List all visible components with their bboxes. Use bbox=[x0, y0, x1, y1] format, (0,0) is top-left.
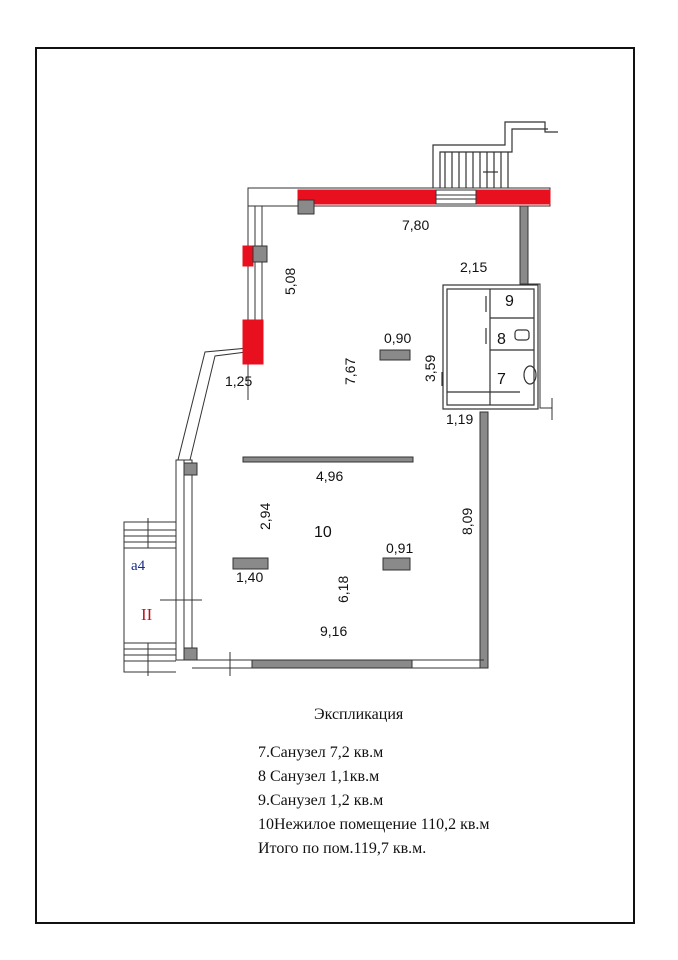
dim-bottom-wall: 9,16 bbox=[320, 623, 348, 639]
room-7-label: 7 bbox=[497, 371, 506, 388]
column-lower-right bbox=[383, 558, 410, 570]
dim-left-upper-wall: 5,08 bbox=[282, 267, 298, 295]
dim-left-step: 1,25 bbox=[225, 373, 253, 389]
dim-mid-partition: 4,96 bbox=[316, 468, 344, 484]
dim-right-wall: 8,09 bbox=[459, 507, 475, 535]
bottom-wall bbox=[192, 652, 484, 676]
demolished-wall-left-small bbox=[243, 246, 253, 266]
top-staircase bbox=[433, 122, 558, 190]
explication-line-7: 7.Санузел 7,2 кв.м bbox=[258, 744, 384, 761]
dim-bathroom-height: 3,59 bbox=[422, 354, 438, 382]
left-upper-wall bbox=[178, 206, 267, 460]
dim-bathroom-bottom: 1,19 bbox=[446, 411, 474, 427]
dim-top-wall: 7,80 bbox=[402, 217, 430, 233]
explication-line-8: 8 Санузел 1,1кв.м bbox=[258, 768, 380, 785]
explication-line-10: 10Нежилое помещение 110,2 кв.м bbox=[258, 816, 490, 833]
dim-room-height-upper: 7,67 bbox=[342, 357, 358, 385]
explication-total: Итого по пом.119,7 кв.м. bbox=[258, 840, 427, 857]
column-lower-left bbox=[233, 558, 268, 569]
room-8-label: 8 bbox=[497, 331, 506, 348]
column-upper bbox=[380, 350, 410, 360]
explication-line-9: 9.Санузел 1,2 кв.м bbox=[258, 792, 384, 809]
top-column bbox=[298, 200, 314, 214]
right-wall bbox=[480, 206, 552, 668]
dim-column-lower-left: 1,40 bbox=[236, 569, 264, 585]
dim-column-lower-right: 0,91 bbox=[386, 540, 414, 556]
dim-left-lower: 2,94 bbox=[257, 502, 273, 530]
entrance-code: a4 bbox=[131, 558, 146, 574]
demolished-wall-top-left bbox=[298, 190, 436, 204]
demolished-wall-top-right bbox=[476, 190, 550, 204]
mid-partition bbox=[243, 457, 413, 462]
entrance-roman-numeral: II bbox=[141, 605, 153, 624]
dim-bathroom-top: 2,15 bbox=[460, 259, 488, 275]
demolished-wall-left-large bbox=[243, 320, 263, 364]
dim-room-height-lower: 6,18 bbox=[335, 575, 351, 603]
explication-title: Экспликация bbox=[314, 706, 404, 723]
dim-column-upper: 0,90 bbox=[384, 330, 412, 346]
bathroom-block bbox=[442, 285, 538, 409]
room-9-label: 9 bbox=[505, 293, 514, 310]
room-10-label: 10 bbox=[314, 524, 332, 541]
